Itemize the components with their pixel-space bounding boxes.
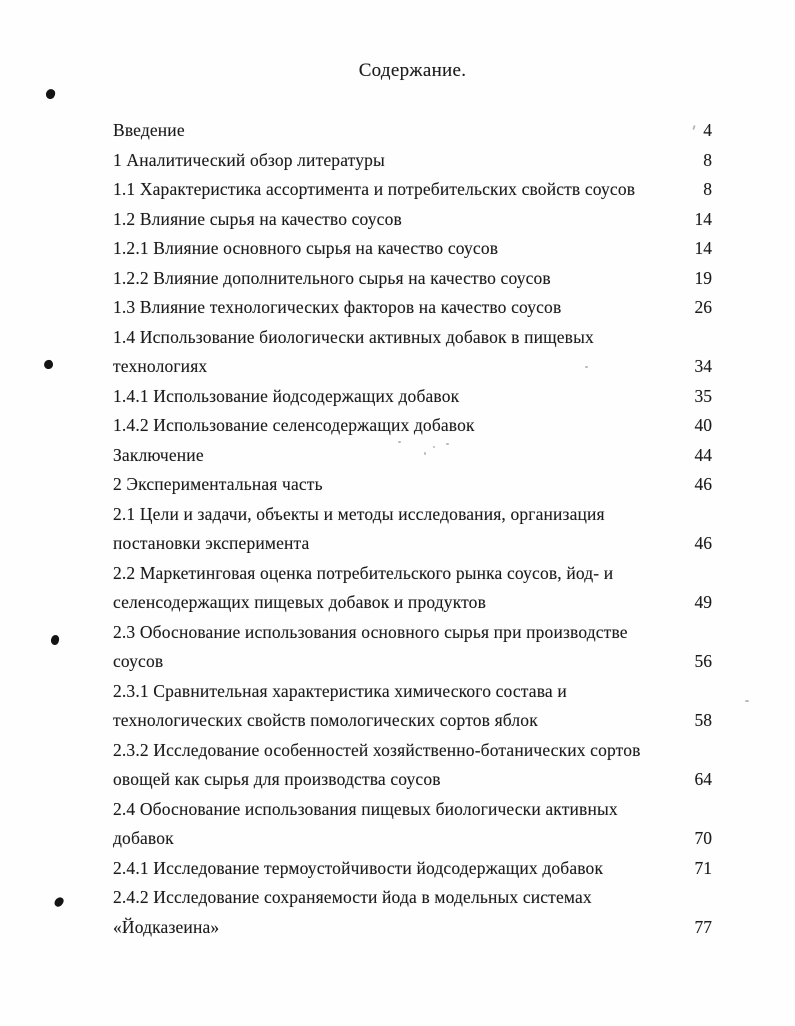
toc-entry-page: 4	[703, 120, 712, 140]
toc-entry	[113, 677, 712, 707]
toc-entry-page: 40	[694, 415, 712, 435]
toc-entry-title: 2.4.1 Исследование термоустойчивости йодсодержащих добавок	[113, 857, 604, 878]
binding-mark	[43, 359, 53, 369]
toc-entry-page: 35	[694, 385, 712, 406]
toc-entry	[113, 441, 712, 471]
toc-entry-page: 34	[694, 356, 712, 376]
toc-entry	[113, 264, 712, 294]
toc-entry	[113, 382, 712, 412]
toc-entry-page: 49	[694, 592, 712, 612]
toc-entry-title: 1.4 Использование биологически активных добавок в пищевых	[113, 326, 594, 347]
toc-entry-title: добавок	[113, 828, 174, 848]
toc-entry-title: 1.3 Влияние технологических факторов на качество соусов	[113, 297, 562, 317]
toc-entry-title: Заключение	[113, 444, 204, 465]
toc-entry-page: 71	[694, 857, 712, 878]
toc-entry-title: 1.2.2 Влияние дополнительного сырья на качество соусов	[113, 267, 551, 288]
toc-entry-title: 2.4 Обоснование использования пищевых биологически активных	[113, 798, 618, 819]
toc-entry-title: 2.2 Маркетинговая оценка потребительского рынка соусов, йод- и	[113, 562, 614, 583]
toc-entry	[113, 706, 712, 736]
toc-entry-title: 2.1 Цели и задачи, объекты и методы исследования, организация	[113, 503, 605, 524]
toc-entry-title: 1.4.1 Использование йодсодержащих добавок	[113, 385, 460, 406]
toc-entry-page: 44	[694, 444, 712, 465]
scan-speck	[585, 366, 588, 368]
scan-speck	[424, 452, 426, 455]
toc-entry-page: 46	[694, 533, 712, 553]
toc-entry-title: 1.1 Характеристика ассортимента и потребительских свойств соусов	[113, 179, 636, 199]
toc-entry	[113, 411, 712, 441]
binding-mark	[53, 896, 65, 909]
toc-entry-page: 8	[703, 149, 712, 170]
toc-entry	[113, 824, 712, 854]
toc-entry-page: 46	[694, 474, 712, 494]
toc-entry	[113, 323, 712, 353]
toc-entry-page: 14	[694, 208, 712, 229]
toc-entry-title: 1 Аналитический обзор литературы	[113, 149, 385, 170]
binding-mark	[45, 88, 57, 100]
toc-entry-title: технологических свойств помологических сортов яблок	[113, 710, 538, 730]
toc-entry	[113, 559, 712, 589]
toc-entry-page: 77	[694, 916, 712, 937]
toc-entry-title: 2.3.1 Сравнительная характеристика химического состава и	[113, 680, 567, 701]
page-title: Содержание.	[358, 60, 467, 81]
toc-entry	[113, 795, 712, 825]
scan-speck	[446, 443, 449, 445]
toc-entry	[113, 736, 712, 766]
toc-entry	[113, 470, 712, 500]
toc-entry-page: 19	[694, 267, 712, 288]
toc-entry-page: 26	[694, 297, 712, 317]
toc-entry	[113, 588, 712, 618]
toc-entry	[113, 765, 712, 795]
toc-entry-title: «Йодказеина»	[113, 916, 220, 937]
toc-entry	[113, 854, 712, 884]
toc-entry	[113, 116, 712, 146]
toc-entry	[113, 234, 712, 264]
toc-entry-title: овощей как сырья для производства соусов	[113, 769, 441, 789]
scan-speck	[433, 446, 435, 448]
scan-speck	[745, 700, 749, 702]
toc-entry-title: 1.2.1 Влияние основного сырья на качество соусов	[113, 238, 499, 258]
toc-entry	[113, 647, 712, 677]
scan-speck	[398, 441, 401, 443]
toc-entry	[113, 175, 712, 205]
toc-entry	[113, 352, 712, 382]
table-of-contents	[113, 116, 712, 942]
toc-entry-page: 70	[694, 828, 712, 848]
toc-entry-page: 8	[703, 179, 712, 199]
toc-entry-title: 2.3 Обоснование использования основного сырья при производстве	[113, 621, 628, 642]
toc-entry-title: 2.4.2 Исследование сохраняемости йода в модельных системах	[113, 887, 592, 907]
toc-entry-page: 56	[694, 651, 712, 671]
toc-entry-title: 2 Экспериментальная часть	[113, 474, 323, 494]
toc-entry-page: 58	[694, 710, 712, 730]
toc-entry-title: соусов	[113, 651, 164, 671]
toc-entry-title: технологиях	[113, 356, 208, 376]
toc-entry	[113, 146, 712, 176]
toc-entry	[113, 500, 712, 530]
toc-entry-page: 14	[694, 238, 712, 258]
toc-entry-title: селенсодержащих пищевых добавок и продуктов	[113, 592, 486, 612]
toc-entry	[113, 618, 712, 648]
toc-entry	[113, 205, 712, 235]
toc-entry-page: 64	[694, 769, 712, 789]
toc-entry	[113, 529, 712, 559]
toc-entry-title: Введение	[113, 120, 185, 140]
toc-entry-title: 1.2 Влияние сырья на качество соусов	[113, 208, 402, 229]
toc-entry-title: постановки эксперимента	[113, 533, 310, 553]
toc-entry-title: 1.4.2 Использование селенсодержащих добавок	[113, 415, 475, 435]
toc-entry	[113, 293, 712, 323]
toc-entry	[113, 913, 712, 943]
binding-mark	[50, 634, 59, 645]
toc-entry	[113, 883, 712, 913]
toc-entry-title: 2.3.2 Исследование особенностей хозяйственно-ботанических сортов	[113, 739, 641, 760]
